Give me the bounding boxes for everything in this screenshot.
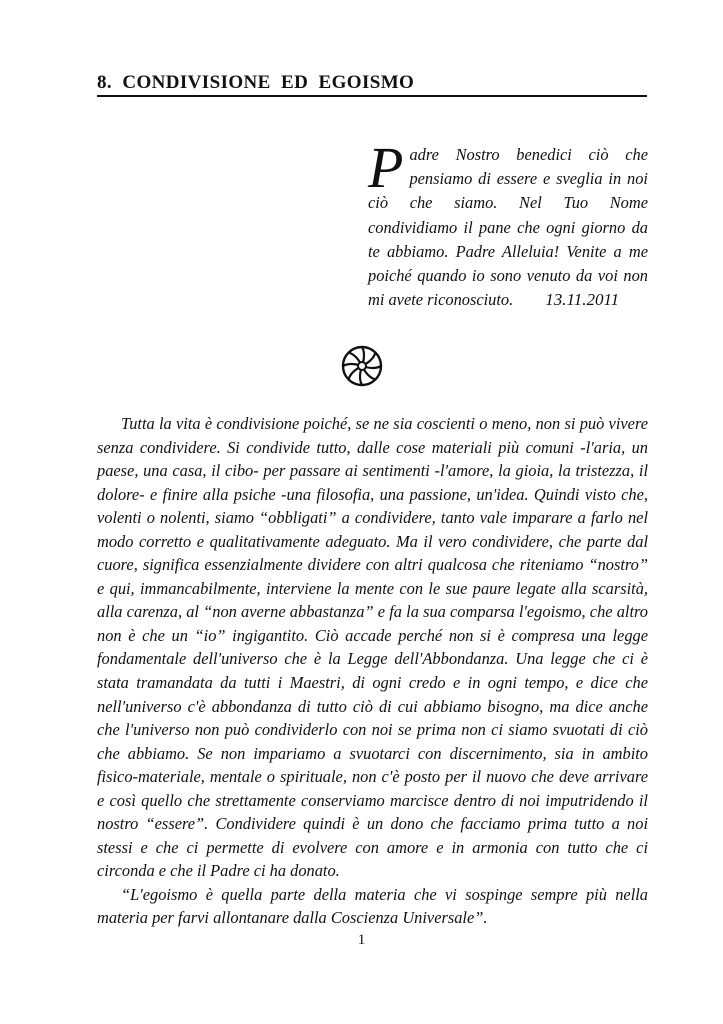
invocation-text: adre Nostro benedici ciò che pensiamo di essere e sveglia in noi ciò che siamo. Nel Tuo Nome condividiamo il pane che ogni giorno da te abbiamo. Padre Alleluia! Venite a me poiché quando io sono venuto da voi non mi avete riconosciuto. xyxy=(368,145,648,310)
chapter-title: 8. CONDIVISIONE ED EGOISMO xyxy=(97,72,647,97)
invocation-block xyxy=(368,135,648,312)
spiral-rosette-icon xyxy=(340,344,384,388)
body-text xyxy=(97,412,648,930)
paragraph: “L'egoismo è quella parte della materia che vi sospinge sempre più nella materia per farvi allontanare dalla Coscienza Universale”. xyxy=(97,884,648,928)
drop-cap: P xyxy=(368,135,404,200)
paragraph: Tutta la vita è condivisione poiché, se ne sia coscienti o meno, non si può vivere senza condividere. Si condivide tutto, dalle cose materiali più comuni -l'aria, un paese, una casa, il cibo- per passare ai sentimenti -l'amore, la gioia, la tristezza, il dolore- e finire alla psiche -una filosofia, una passione, un'idea. Quindi visto che, volenti o nolenti, siamo “obbligati” a condividere, tanto vale imparare a farlo nel modo corretto e qualitativamente adeguato. Ma il vero condividere, che parte dal cuore, significa essenzialmente dividere con altri qualcosa che riteniamo “nostro” e qui, immancabilmente, interviene la mente con le sue paure legate alla scarsità, alla carenza, al “non averne abbastanza” e fa la sua comparsa l'egoismo, che altro non è che un “io” ingigantito. Ciò accade perché non si è compresa una legge fondamentale dell'universo che è la Legge dell'Abbondanza. Una legge che ci è stata tramandata da tutti i Maestri, di ogni credo e in ogni tempo, e dice che nell'universo c'è abbondanza di tutto ciò di cui abbiamo bisogno, ma dice anche che l'universo non può condividerlo con noi se prima non ci siamo svuotati di ciò che abbiamo. Se non impariamo a svuotarci con discernimento, sia in ambito fisico-materiale, mentale o spirituale, non c'è posto per il nuovo che deve arrivare e così quello che strettamente conserviamo marcisce dentro di noi imputridendo il nostro “essere”. Condividere quindi è un dono che facciamo prima tutto a noi stessi e che ci permette di evolvere con amore e in armonia con tutto che ci circonda e che il Padre ci ha donato. xyxy=(97,414,648,881)
page-number: 1 xyxy=(357,932,366,948)
invocation-date: 13.11.2011 xyxy=(545,290,620,310)
